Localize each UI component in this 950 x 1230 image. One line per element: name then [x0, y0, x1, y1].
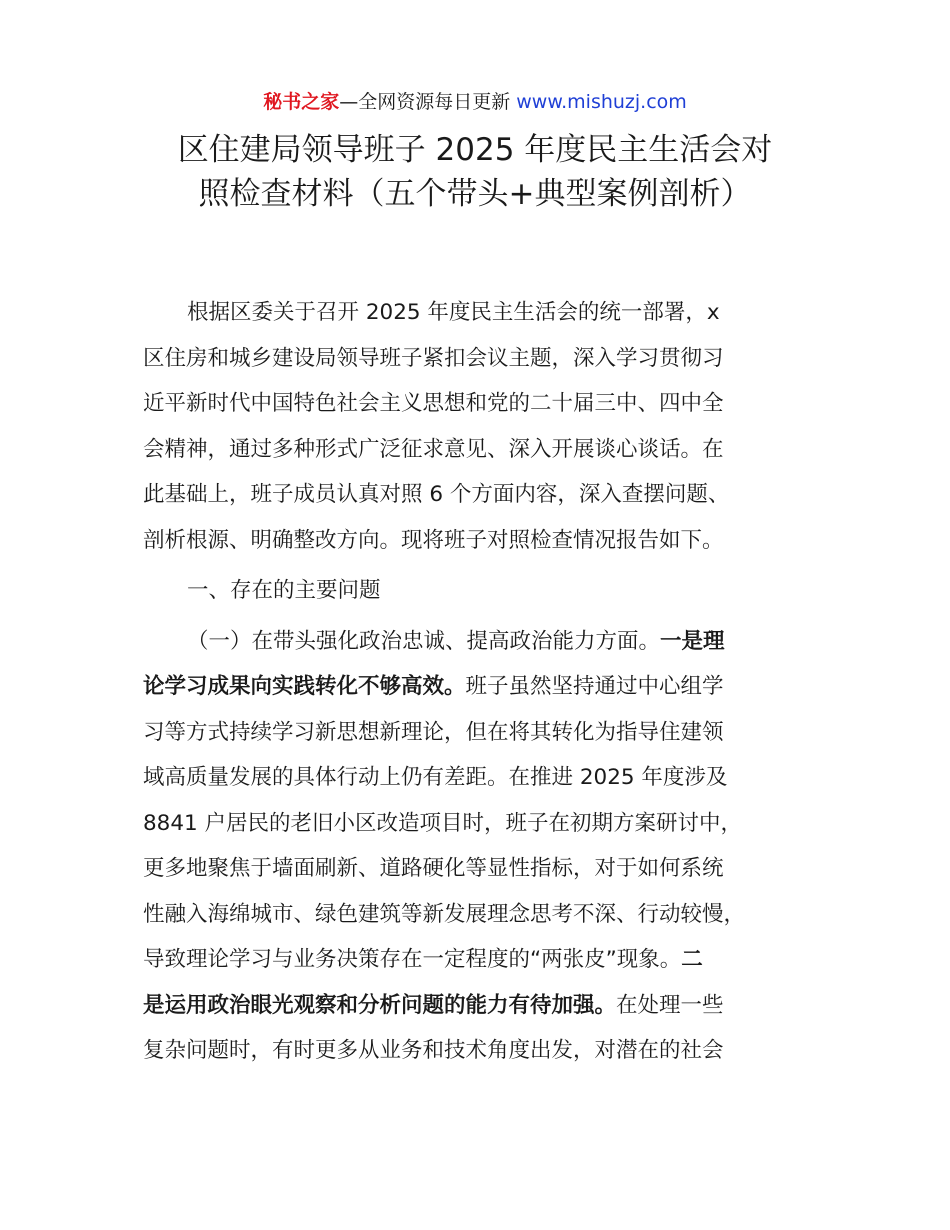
- paragraph-1-line: 此基础上，班子成员认真对照 6 个方面内容，深入查摆问题、: [143, 482, 730, 507]
- point-one-title-cont: 论学习成果向实践转化不够高效。: [143, 674, 466, 699]
- title-line-2: 照检查材料（五个带头+典型案例剖析）: [198, 176, 752, 212]
- point-two-title-cont: 是运用政治眼光观察和分析问题的能力有待加强。: [143, 992, 617, 1018]
- paragraph-2-line: [143, 983, 813, 1029]
- section-heading-1: 一、存在的主要问题: [187, 578, 381, 603]
- paragraph-1-line: 近平新时代中国特色社会主义思想和党的二十届三中、四中全: [143, 391, 724, 416]
- paragraph-2-line: 性融入海绵城市、绿色建筑等新发展理念思考不深、行动较慢，: [143, 901, 746, 927]
- document-body: [143, 290, 813, 1074]
- paragraph-2-line: 习等方式持续学习新思想新理论，但在将其转化为指导住建领: [143, 719, 724, 745]
- paragraph-2-line: 8841 户居民的老旧小区改造项目时，班子在初期方案研讨中，: [143, 810, 743, 836]
- site-url-link[interactable]: www.mishuzj.com: [516, 91, 687, 113]
- paragraph-2-line: 域高质量发展的具体行动上仍有差距。在推进 2025 年度涉及: [143, 765, 728, 790]
- point-two-title: 二: [681, 947, 703, 972]
- paragraph-2-line: [143, 619, 813, 665]
- paragraph-text: 班子虽然坚持通过中心组学: [465, 674, 724, 699]
- point-one-title: 一是理: [660, 628, 725, 654]
- paragraph-1-line: 会精神，通过多种形式广泛征求意见、深入开展谈心谈话。在: [143, 436, 724, 462]
- paragraph-2-line: [143, 664, 813, 710]
- title-line-1: 区住建局领导班子 2025 年度民主生活会对: [177, 132, 773, 168]
- paragraph-2-line: [143, 937, 813, 983]
- paragraph-2-line: 更多地聚焦于墙面刷新、道路硬化等显性指标，对于如何系统: [143, 856, 724, 881]
- paragraph-2-line: 复杂问题时，有时更多从业务和技术角度出发，对潜在的社会: [143, 1038, 724, 1063]
- brand-name: 秘书之家: [263, 91, 340, 113]
- paragraph-1-line: 根据区委关于召开 2025 年度民主生活会的统一部署，x: [187, 300, 720, 325]
- paragraph-1-line: 剖析根源、明确整改方向。现将班子对照检查情况报告如下。: [143, 527, 724, 553]
- paragraph-text: 导致理论学习与业务决策存在一定程度的“两张皮”现象。: [143, 947, 682, 972]
- subsection-heading: （一）在带头强化政治忠诚、提高政治能力方面。: [187, 628, 661, 654]
- header-tagline: —全网资源每日更新: [339, 91, 517, 113]
- paragraph-1-line: 区住房和城乡建设局领导班子紧扣会议主题，深入学习贯彻习: [143, 345, 724, 371]
- paragraph-text: 在处理一些: [616, 992, 724, 1018]
- site-header: [0, 88, 950, 116]
- document-title: [90, 128, 860, 216]
